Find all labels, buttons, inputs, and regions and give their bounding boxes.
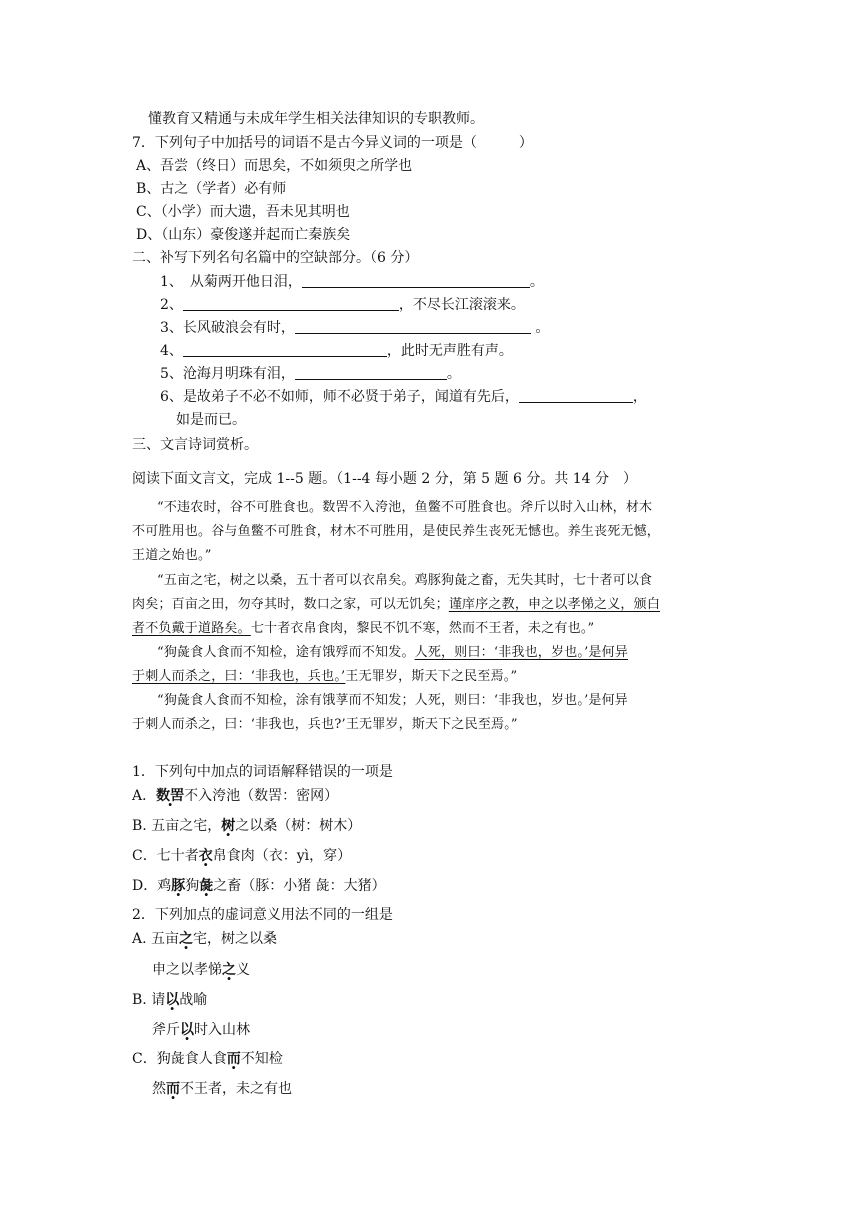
q2-option-c-text-1: 不知检 — [240, 1051, 283, 1067]
q2-option-a-text-2b: 义 — [236, 962, 250, 978]
q2-option-b-dotted-1: 以 — [165, 992, 180, 1008]
passage-p2-line2 — [132, 596, 660, 614]
q2-option-c-dotted-1: 而 — [226, 1051, 241, 1067]
q2-option-b-dotted-2: 以 — [180, 1022, 194, 1038]
q2-option-b-text-2a: 斧斤 — [152, 1022, 180, 1038]
q2-option-c-line2 — [152, 1080, 292, 1098]
q1-option-d-text: 之畜（豚：小猪 彘：大猪） — [213, 878, 386, 894]
fill-item-6-continuation: 如是而已。 — [176, 412, 246, 428]
q1-option-d-dotted-1: 豚 — [171, 878, 186, 894]
q7-option-a: A、吾尝（终日）而思矣，不如须臾之所学也 — [136, 158, 413, 174]
q1-option-c-label: C．七十者 — [132, 848, 199, 864]
q2-option-a-text-1: 宅，树之以桑 — [193, 931, 278, 947]
q1-option-d — [132, 877, 386, 895]
passage-p2-line3 — [132, 620, 594, 638]
q7-option-d: D、（山东）豪俊遂并起而亡秦族矣 — [136, 227, 351, 243]
q2-option-c-dotted-2: 而 — [166, 1081, 180, 1097]
q1-option-c — [132, 847, 351, 865]
fill-item-2-end: ，不尽长江滚滚来。 — [398, 297, 525, 313]
q7-stem: 7．下列句子中加括号的词语不是古今异义词的一项是（ ） — [132, 135, 533, 151]
intro-line: 懂教育又精通与未成年学生相关法律知识的专职教师。 — [148, 111, 484, 127]
q2-option-a-line1 — [132, 930, 277, 948]
q1-option-b-dotted: 树 — [221, 818, 236, 834]
fill-item-4-text: 4、 — [160, 343, 183, 359]
fill-item-2 — [160, 296, 525, 314]
fill-item-5-text: 5、沧海月明珠有泪， — [160, 366, 295, 382]
q2-option-c-text-2a: 然 — [152, 1081, 166, 1097]
q1-option-b-label: B. 五亩之宅， — [132, 818, 222, 834]
q2-option-b-text-1: 战喻 — [179, 992, 208, 1008]
passage-p2-line2-underlined: 谨庠序之教，申之以孝悌之义，颁白 — [448, 597, 661, 612]
passage-p1-line1: “不违农时，谷不可胜食也。数罟不入洿池，鱼鳖不可胜食也。斧斤以时入山林，材木 — [157, 500, 653, 515]
fill-item-5 — [160, 365, 461, 383]
fill-blank-3[interactable] — [295, 319, 531, 334]
passage-p2-line3-plain: 七十者衣帛食肉，黎民不饥不寒，然而不王者，未之有也。” — [250, 621, 595, 636]
fill-item-3-end: 。 — [530, 320, 550, 336]
q1-option-a — [132, 787, 338, 805]
q2-option-b-label: B. 请 — [132, 992, 166, 1008]
section3-heading: 三、文言诗词赏析。 — [132, 437, 258, 453]
fill-item-6-text: 6、是故弟子不必不如师，师不必贤于弟子，闻道有先后， — [160, 389, 519, 405]
passage-p4-line1: “狗彘食人食而不知检，涂有饿莩而不知发；人死，则曰：‘非我也，岁也。’是何异 — [157, 693, 629, 708]
fill-item-1-end: 。 — [529, 274, 544, 290]
q2-option-c-label: C．狗彘食人食 — [132, 1051, 227, 1067]
fill-item-3-text: 3、长风破浪会有时， — [160, 320, 295, 336]
q1-option-a-dotted: 数罟 — [156, 788, 185, 804]
q2-option-b-line1 — [132, 991, 207, 1009]
q1-option-d-dotted-2: 彘 — [199, 878, 214, 894]
fill-item-6 — [160, 388, 647, 406]
passage-p3-line2 — [132, 668, 517, 686]
q1-option-b — [132, 817, 361, 835]
q7-option-b: B、古之（学者）必有师 — [136, 181, 287, 197]
passage-p1-line2: 不可胜用也。谷与鱼鳖不可胜食，材木不可胜用，是使民养生丧死无憾也。养生丧死无憾， — [132, 524, 661, 539]
section3-instruction: 阅读下面文言文，完成 1--5 题。（1--4 每小题 2 分，第 5 题 6 分。共 14 分 ） — [132, 471, 638, 487]
q2-option-a-dotted-1: 之 — [179, 931, 194, 947]
passage-p2-line2-plain: 肉矣；百亩之田，勿夺其时，数口之家，可以无饥矣； — [132, 597, 449, 612]
q1-option-a-label: A． — [132, 788, 157, 804]
fill-item-3 — [160, 319, 549, 337]
q1-stem: 1．下列句中加点的词语解释错误的一项是 — [132, 764, 393, 780]
q1-option-d-mid: 狗 — [185, 878, 200, 894]
passage-p2-line1: “五亩之宅，树之以桑，五十者可以衣帛矣。鸡豚狗彘之畜，无失其时，七十者可以食 — [157, 573, 653, 588]
q1-option-b-text: 之以桑（树：树木） — [235, 818, 362, 834]
fill-item-6-end: ， — [632, 389, 647, 405]
fill-blank-5[interactable] — [295, 365, 447, 380]
passage-p2-line3-underlined: 者不负戴于道路矣。 — [132, 621, 251, 636]
fill-item-5-end: 。 — [446, 366, 461, 382]
passage-p4-line2: 于刺人而杀之，曰：‘非我也，兵也?’王无罪岁，斯天下之民至焉。” — [132, 717, 518, 732]
q1-option-c-text: 帛食肉（衣：yì，穿） — [212, 848, 352, 864]
fill-item-1 — [160, 273, 544, 291]
passage-p3-line1-plain: “狗彘食人食而不知检，途有饿殍而不知发。 — [157, 645, 415, 660]
q2-option-c-text-2b: 不王者，未之有也 — [180, 1081, 292, 1097]
passage-p1-line3: 王道之始也。” — [132, 548, 212, 563]
q7-option-c: C、（小学）而大遗，吾未见其明也 — [136, 204, 350, 220]
q1-option-c-dotted: 衣 — [198, 848, 213, 864]
q1-option-a-text: 不入洿池（数罟：密网） — [184, 788, 339, 804]
passage-p3-line1 — [157, 644, 628, 662]
q2-option-b-line2 — [152, 1021, 250, 1039]
fill-item-4-end: ，此时无声胜有声。 — [386, 343, 513, 359]
q2-option-b-text-2b: 时入山林 — [194, 1022, 250, 1038]
fill-blank-4[interactable] — [183, 342, 387, 357]
section2-heading: 二、补写下列名句名篇中的空缺部分。（6 分） — [132, 250, 419, 266]
fill-item-1-text: 1、 从菊两开他日泪， — [160, 274, 302, 290]
q2-option-a-dotted-2: 之 — [222, 962, 236, 978]
passage-p3-line1-underlined: 人死，则曰：‘非我也，岁也。’是何异 — [414, 645, 629, 660]
fill-blank-2[interactable] — [183, 296, 399, 311]
q2-option-a-text-2a: 申之以孝悌 — [152, 962, 222, 978]
fill-item-4 — [160, 342, 513, 360]
fill-blank-1[interactable] — [302, 273, 530, 288]
fill-blank-6[interactable] — [519, 388, 633, 403]
q1-option-d-label: D．鸡 — [132, 878, 172, 894]
q2-stem: 2．下列加点的虚词意义用法不同的一组是 — [132, 907, 393, 923]
q2-option-c-line1 — [132, 1050, 283, 1068]
q2-option-a-label: A. 五亩 — [132, 931, 180, 947]
passage-p3-line2-plain: 王无罪岁，斯天下之民至焉。” — [345, 669, 518, 684]
fill-item-2-text: 2、 — [160, 297, 183, 313]
q2-option-a-line2 — [152, 961, 250, 979]
passage-p3-line2-underlined: 于刺人而杀之，曰：‘非我也，兵也。’ — [132, 669, 346, 684]
